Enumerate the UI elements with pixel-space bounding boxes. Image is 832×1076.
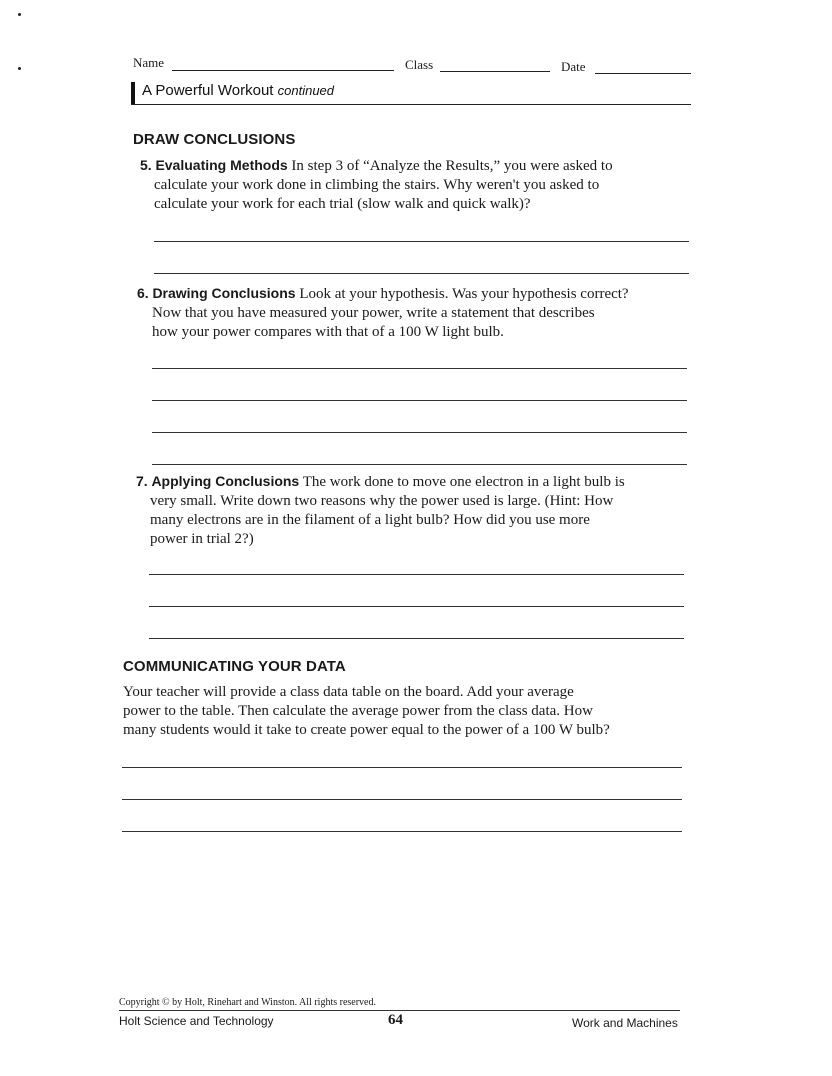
- question-5-line-3: calculate your work for each trial (slow walk and quick walk)?: [154, 196, 531, 212]
- question-5-line-2: calculate your work done in climbing the stairs. Why weren't you asked to: [154, 177, 600, 193]
- question-7-line-3: many electrons are in the filament of a light bulb? How did you use more: [150, 512, 590, 528]
- answer-line[interactable]: [149, 638, 684, 639]
- question-6-line-3: how your power compares with that of a 100 W light bulb.: [152, 324, 504, 340]
- answer-line[interactable]: [122, 799, 682, 800]
- worksheet-title-sub: continued: [277, 83, 335, 98]
- communicating-line-1: Your teacher will provide a class data table on the board. Add your average: [123, 684, 574, 700]
- question-7-line-4: power in trial 2?): [150, 531, 254, 547]
- question-7-number: 7.: [136, 473, 148, 489]
- answer-line[interactable]: [149, 574, 684, 575]
- chapter-title: Work and Machines: [572, 1016, 678, 1030]
- communicating-heading: COMMUNICATING YOUR DATA: [123, 658, 346, 675]
- date-label: Date: [561, 59, 586, 74]
- communicating-prompt: [123, 683, 703, 740]
- communicating-line-2: power to the table. Then calculate the average power from the class data. How: [123, 703, 593, 719]
- copyright-notice: Copyright © by Holt, Rinehart and Winston. All rights reserved.: [119, 997, 376, 1008]
- question-7-lead: Applying Conclusions: [151, 473, 300, 489]
- class-field-line[interactable]: [440, 71, 550, 72]
- question-6: [137, 284, 697, 342]
- answer-line[interactable]: [154, 241, 689, 242]
- communicating-line-3: many students would it take to create power equal to the power of a 100 W bulb?: [123, 722, 610, 738]
- class-label: Class: [405, 57, 434, 72]
- title-underline: [131, 104, 691, 105]
- answer-line[interactable]: [152, 400, 687, 401]
- question-7-line-1: The work done to move one electron in a light bulb is: [302, 474, 625, 490]
- question-5-line-1: In step 3 of “Analyze the Results,” you were asked to: [291, 158, 613, 174]
- scan-speck: [18, 67, 21, 70]
- answer-line[interactable]: [152, 368, 687, 369]
- question-6-lead: Drawing Conclusions: [152, 285, 296, 301]
- question-7: [136, 472, 696, 549]
- worksheet-title: [142, 82, 334, 99]
- scan-speck: [18, 13, 21, 16]
- answer-line[interactable]: [149, 606, 684, 607]
- answer-line[interactable]: [122, 767, 682, 768]
- name-field-line[interactable]: [172, 70, 394, 71]
- worksheet-title-main: A Powerful Workout: [142, 82, 274, 99]
- question-5-number: 5.: [140, 157, 152, 173]
- draw-conclusions-heading: DRAW CONCLUSIONS: [133, 131, 296, 148]
- date-field-line[interactable]: [595, 73, 691, 74]
- answer-line[interactable]: [152, 432, 687, 433]
- question-5-lead: Evaluating Methods: [155, 157, 288, 173]
- name-label: Name: [133, 55, 165, 70]
- question-6-line-1: Look at your hypothesis. Was your hypothesis correct?: [299, 286, 629, 302]
- title-marker-bar: [131, 82, 135, 104]
- question-5: [140, 156, 700, 214]
- answer-line[interactable]: [154, 273, 689, 274]
- question-6-line-2: Now that you have measured your power, write a statement that describes: [152, 305, 595, 321]
- question-7-line-2: very small. Write down two reasons why the power used is large. (Hint: How: [150, 493, 614, 509]
- question-6-number: 6.: [137, 285, 149, 301]
- page-number: 64: [388, 1012, 403, 1028]
- footer-rule: [119, 1010, 680, 1011]
- answer-line[interactable]: [122, 831, 682, 832]
- book-title: Holt Science and Technology: [119, 1014, 274, 1028]
- answer-line[interactable]: [152, 464, 687, 465]
